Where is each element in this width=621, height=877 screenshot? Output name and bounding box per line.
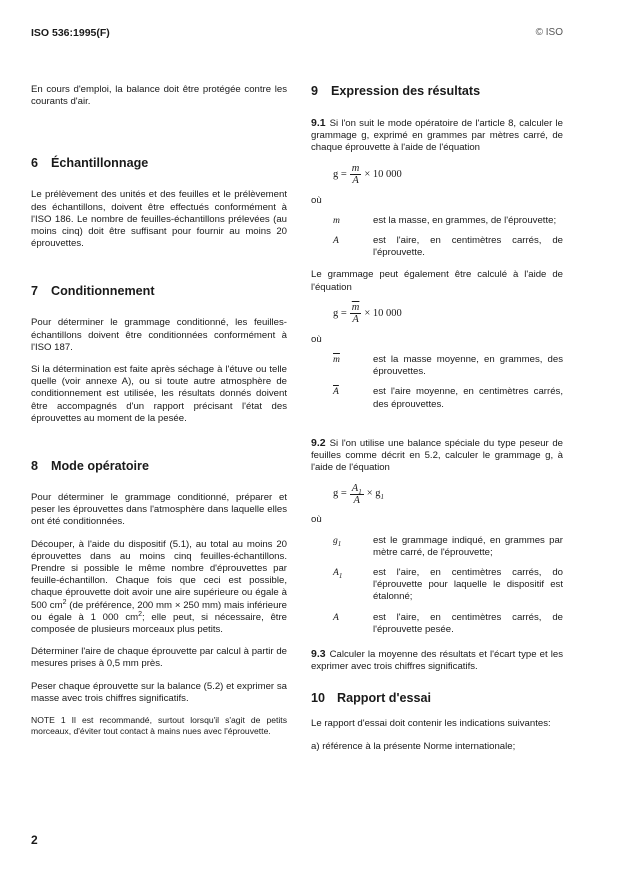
section-8-paragraph-2: Découper, à l'aide du dispositif (5.1), au total au moins 20 éprouvettes dans au moins cinq feuilles-échantillons. Prendre si possible le même nombre d'éprouvettes par feuille-échantillon. Chaque fois que ceci est possible, chaque éprouvette doit avoir une aire supérieure ou égale à 500 $cm^2$ (de préférence, 200 mm × 250 mm) mais inférieure ou égale à 1 000 $cm^2$; elle peut, si nécessaire, être composée de plusieurs morceaux plus petits.	[31, 538, 287, 636]
definition-a: A est l'aire, en centimètres carrés, de l'éprouvette.	[333, 235, 563, 259]
standard-number: ISO 536:1995(F)	[31, 27, 110, 39]
definition-g1: $g_1$ est le grammage indiqué, en grammes par mètre carré, de l'éprouvette;	[333, 534, 563, 558]
section-6-paragraph: Le prélèvement des unités et des feuilles et le prélèvement des échantillons, doivent être effectués conformément à l'ISO 186. Le nombre de feuilles-échantillons prélevées (au moins cinq) doit être suffisant pour fournir au moins 20 éprouvettes.	[31, 189, 287, 250]
page-number: 2	[31, 833, 38, 847]
section-8-paragraph-3: Déterminer l'aire de chaque éprouvette par calcul à partir de mesures prises à 0,5 mm près.	[31, 646, 287, 670]
equation-1: g = $\frac{m}{A}$ × 10 000	[333, 163, 402, 187]
equation-3: g = $\frac{A_1}{A}$ × $g_1$	[333, 482, 385, 506]
section-8-paragraph-4: Peser chaque éprouvette sur la balance (5.2) et exprimer sa masse avec trois chiffres significatifs.	[31, 680, 287, 704]
copyright-mark: © ISO	[535, 27, 563, 38]
section-6-heading: 6 Échantillonnage	[31, 156, 149, 171]
definition-mean-a: $\overline{A}$ est l'aire moyenne, en centimètres carrés, des éprouvettes.	[333, 386, 563, 410]
section-8-heading: 8 Mode opératoire	[31, 459, 149, 474]
section-7-heading: 7 Conditionnement	[31, 284, 155, 299]
definition-a-sheet: A est l'aire, en centimètres carrés, de l'éprouvette pesée.	[333, 611, 563, 635]
left-column	[31, 84, 287, 747]
section-7-paragraph-1: Pour déterminer le grammage conditionné, les feuilles-échantillons doivent être conditionnées conformément à l'ISO 187.	[31, 317, 287, 353]
intro-paragraph: En cours d'emploi, la balance doit être protégée contre les courants d'air.	[31, 84, 287, 108]
section-10-paragraph: Le rapport d'essai doit contenir les indications suivantes:	[311, 718, 551, 730]
section-8-paragraph-1: Pour déterminer le grammage conditionné, préparer et peser les éprouvettes dans l'atmosphère dans laquelle elles ont été conditionnées.	[31, 492, 287, 528]
definition-a1: $A_1$ est l'aire, en centimètres carrés, do l'éprouvette pour laquelle le dispositif est étalonné;	[333, 567, 563, 603]
section-9-heading: 9 Expression des résultats	[311, 84, 481, 98]
section-7-paragraph-2: Si la détermination est faite après séchage à l'étuve ou telle quelle (voir annexe A), ou si toute autre atmosphère de conditionnement est utilisée, les résultats donnés doivent être accompagnés d'un rapport précisant l'état des éprouvettes au moment de la pesée.	[31, 364, 287, 424]
note-1: NOTE 1 Il est recommandé, surtout lorsqu'il s'agit de petits morceaux, d'éviter tout contact à mains nues avec l'éprouvette.	[31, 715, 287, 737]
definition-mean-m: $\overline{m}$ est la masse moyenne, en grammes, des éprouvettes.	[333, 354, 563, 378]
equation-2: g = $\frac{\overline{m}}{A}$ × 10 000	[333, 302, 402, 326]
where-label-1: où	[311, 194, 322, 206]
clause-9-2: 9.2 Si l'on utilise une balance spéciale du type peseur de feuilles comme décrit en 5.2, calculer le grammage g, à l'aide de l'équation	[311, 436, 563, 474]
right-column	[311, 84, 563, 753]
where-label-3: où	[311, 514, 322, 526]
definition-m: m est la masse, en grammes, de l'éprouvette;	[333, 214, 557, 226]
section-10-heading: 10 Rapport d'essai	[311, 691, 431, 706]
where-label-2: où	[311, 333, 322, 345]
list-item-a: a) référence à la présente Norme internationale;	[311, 740, 516, 752]
clause-9-1: 9.1 Si l'on suit le mode opératoire de l'article 8, calculer le grammage g, exprimé en grammes par mètres carré, de chaque éprouvette à l'aide de l'équation	[311, 117, 563, 154]
alternate-equation-intro: Le grammage peut également être calculé à l'aide de l'équation	[311, 269, 563, 293]
clause-9-3: 9.3 Calculer la moyenne des résultats et l'écart type et les exprimer avec trois chiffres significatifs.	[311, 648, 563, 673]
